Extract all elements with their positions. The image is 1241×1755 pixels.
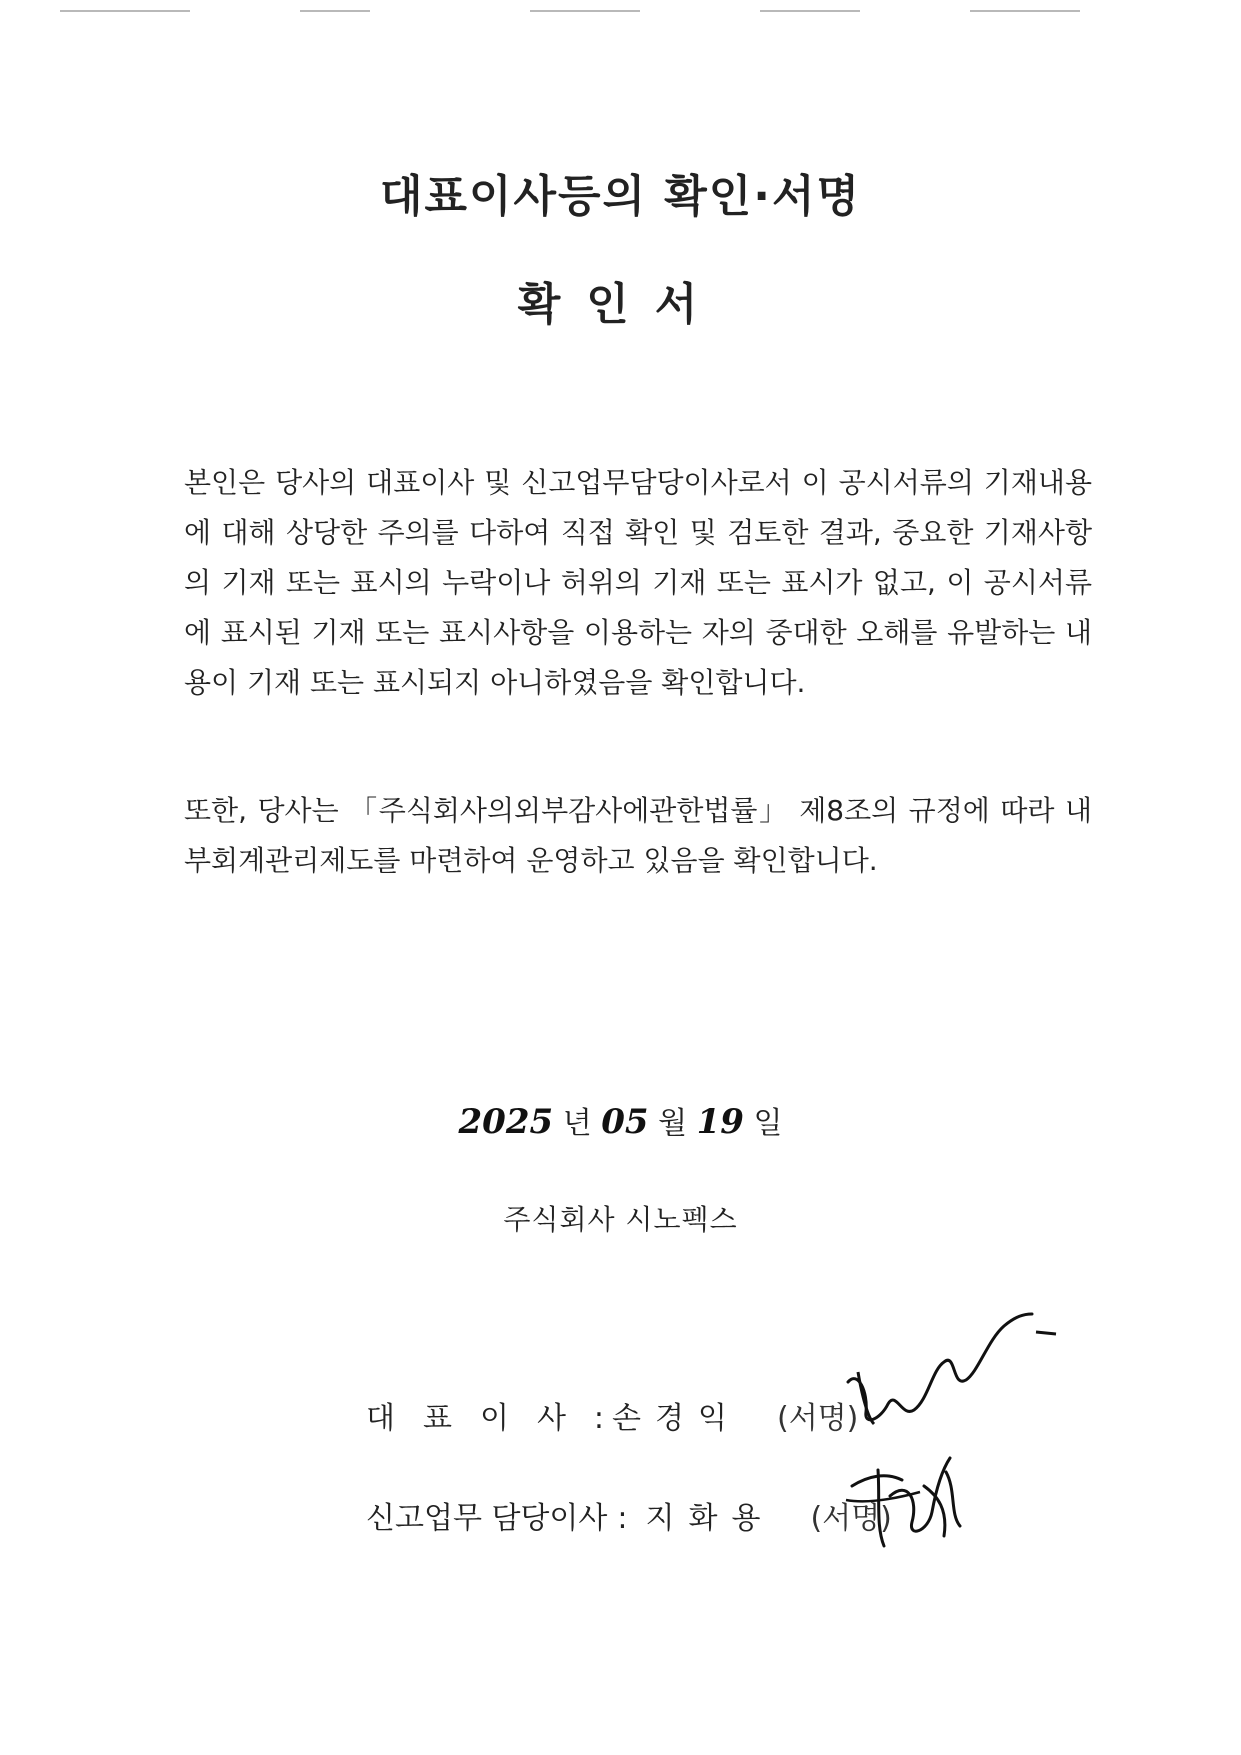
signatory-name: 지화용 — [645, 1501, 775, 1536]
signatory-ceo: 대표이사: 손경익 (서명) — [366, 1401, 859, 1436]
document-title: 대표이사등의 확인·서명 — [379, 171, 862, 222]
date-month-unit: 월 — [658, 1106, 688, 1141]
signature-placeholder: (서명) — [810, 1501, 892, 1536]
date-year: 2025 — [458, 1102, 554, 1142]
signatory-role: 신고업무 담당이사 — [366, 1501, 608, 1536]
date-month: 05 — [601, 1102, 649, 1142]
signatory-role: 대표이사 — [366, 1401, 594, 1436]
internal-control-paragraph: 또한, 당사는 「주식회사의외부감사에관한법률」 제8조의 규정에 따라 내부회계관리제도를 마련하여 운영하고 있음을 확인합니다. — [184, 794, 1092, 877]
signing-date — [0, 1098, 1241, 1142]
date-day-unit: 일 — [753, 1106, 783, 1141]
scan-edge-artifact — [0, 0, 1241, 14]
confirmation-paragraph: 본인은 당사의 대표이사 및 신고업무담당이사로서 이 공시서류의 기재내용에 대해 상당한 주의를 다하여 직접 확인 및 검토한 결과, 중요한 기재사항의 기재 또는 표시의 누락이나 허위의 기재 또는 표시가 없고, 이 공시서류에 표시된 기재 또는 표시사항을 이용하는 자의 중대한 오해를 유발하는 내용이 기재 또는 표시되지 아니하였음을 확인합니다. — [184, 466, 1092, 699]
signatory-disclosure-officer: 신고업무 담당이사 : 지화용 (서명) — [366, 1501, 892, 1536]
document-subtitle: 확인서 — [517, 279, 724, 330]
date-day: 19 — [696, 1102, 744, 1142]
company-name: 주식회사 시노펙스 — [503, 1203, 738, 1236]
date-year-unit: 년 — [562, 1106, 592, 1141]
signatory-name: 손경익 — [612, 1401, 741, 1436]
handwritten-signatures — [828, 1300, 1088, 1580]
signature-placeholder: (서명) — [776, 1401, 859, 1436]
